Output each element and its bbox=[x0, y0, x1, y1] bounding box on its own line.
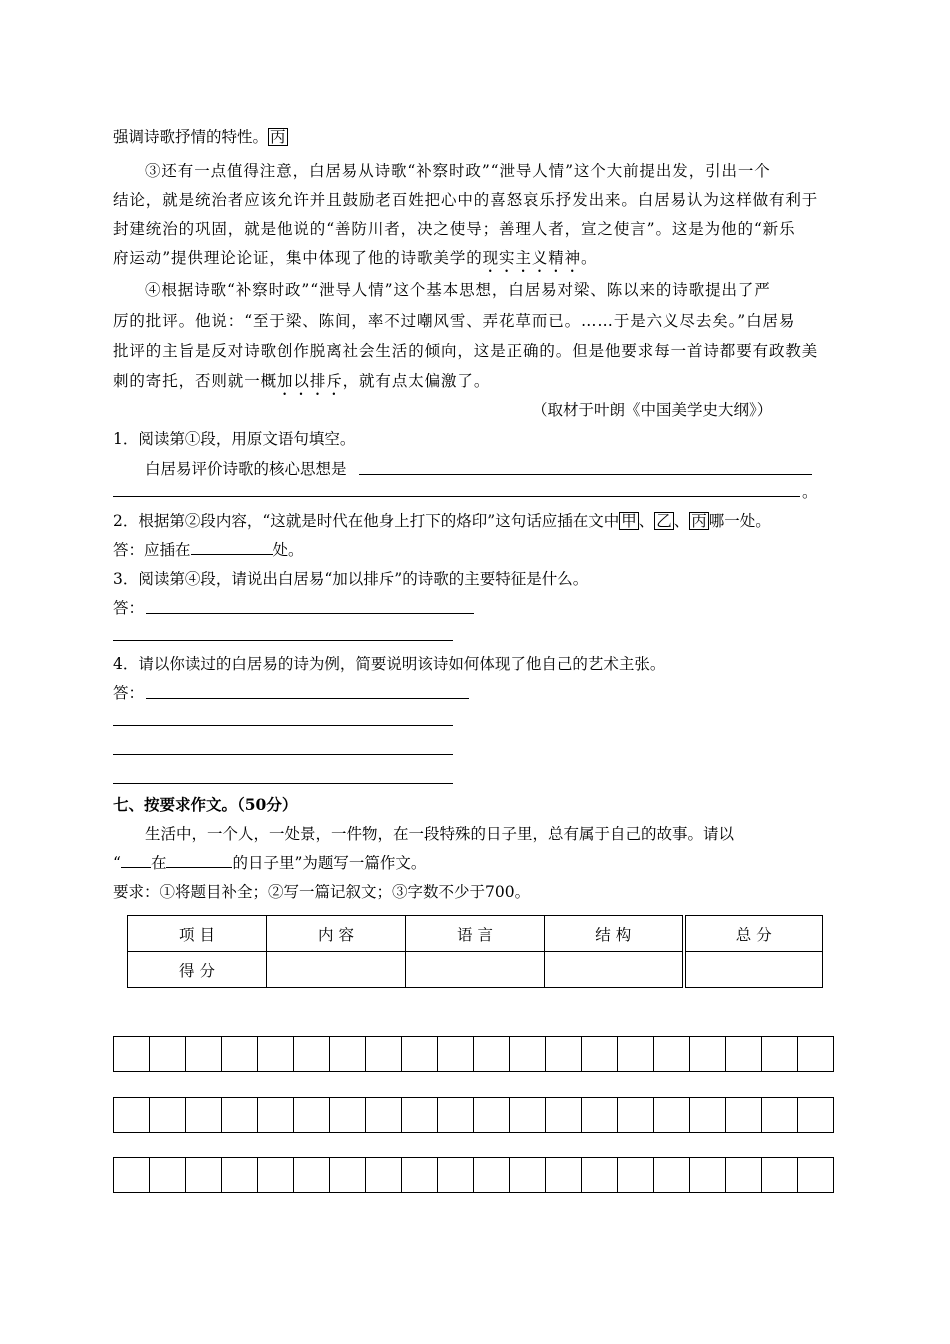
answer-line[interactable] bbox=[146, 698, 469, 699]
grid-cell[interactable] bbox=[690, 1037, 726, 1072]
grid-cell[interactable] bbox=[582, 1158, 618, 1193]
passage-text: 强调诗歌抒情的特性。 bbox=[113, 128, 269, 146]
emphasized-phrase: 加以排斥 bbox=[277, 372, 343, 390]
answer-line[interactable] bbox=[113, 725, 453, 726]
grid-cell[interactable] bbox=[258, 1158, 294, 1193]
header-cell: 总 分 bbox=[684, 916, 823, 952]
header-cell: 结 构 bbox=[545, 916, 684, 952]
grid-cell[interactable] bbox=[762, 1158, 798, 1193]
grid-cell[interactable] bbox=[222, 1098, 258, 1133]
grid-cell[interactable] bbox=[546, 1037, 582, 1072]
grid-cell[interactable] bbox=[186, 1098, 222, 1133]
row-label: 得 分 bbox=[128, 952, 267, 988]
grid-cell[interactable] bbox=[150, 1098, 186, 1133]
essay-requirements: 要求：①将题目补全；②写一篇记叙文；③字数不少于700。 bbox=[113, 883, 531, 901]
essay-intro: 生活中，一个人，一处景，一件物，在一段特殊的日子里，总有属于自己的故事。请以 bbox=[145, 825, 735, 843]
grid-cell[interactable] bbox=[798, 1158, 834, 1193]
grid-cell[interactable] bbox=[402, 1037, 438, 1072]
grid-cell[interactable] bbox=[438, 1037, 474, 1072]
grid-cell[interactable] bbox=[402, 1098, 438, 1133]
grid-cell[interactable] bbox=[330, 1037, 366, 1072]
grid-cell[interactable] bbox=[510, 1098, 546, 1133]
grid-cell[interactable] bbox=[186, 1158, 222, 1193]
title-text: 在 bbox=[150, 854, 167, 872]
grid-cell[interactable] bbox=[330, 1098, 366, 1133]
grid-cell[interactable] bbox=[294, 1158, 330, 1193]
question-2-end: 哪一处。 bbox=[708, 512, 771, 530]
question-2 bbox=[113, 511, 771, 531]
header-cell: 项 目 bbox=[128, 916, 267, 952]
question-4: 4．请以你读过的白居易的诗为例，简要说明该诗如何体现了他自己的艺术主张。 bbox=[113, 655, 666, 673]
grid-cell[interactable] bbox=[474, 1037, 510, 1072]
grid-cell[interactable] bbox=[726, 1098, 762, 1133]
grid-cell[interactable] bbox=[114, 1098, 150, 1133]
grid-cell[interactable] bbox=[690, 1158, 726, 1193]
title-blank[interactable] bbox=[121, 853, 151, 868]
grid-cell[interactable] bbox=[654, 1037, 690, 1072]
paragraph-3-line-1: ③还有一点值得注意，白居易从诗歌“补察时政”“泄导人情”这个大前提出发，引出一个 bbox=[145, 162, 771, 180]
answer-label: 答： bbox=[113, 684, 145, 702]
grid-cell[interactable] bbox=[510, 1158, 546, 1193]
passage-line bbox=[113, 127, 288, 147]
answer-suffix: 处。 bbox=[272, 541, 304, 559]
grid-cell[interactable] bbox=[438, 1158, 474, 1193]
header-cell: 语 言 bbox=[406, 916, 545, 952]
title-text: 的日子里”为题写一篇作文。 bbox=[232, 854, 427, 872]
answer-line[interactable] bbox=[113, 496, 800, 497]
separator: 、 bbox=[638, 512, 655, 530]
answer-line[interactable] bbox=[113, 754, 453, 755]
paragraph-4-line-3: 批评的主旨是反对诗歌创作脱离社会生活的倾向，这是正确的。但是他要求每一首诗都要有政教美 bbox=[113, 342, 819, 360]
grid-cell[interactable] bbox=[366, 1037, 402, 1072]
grid-cell[interactable] bbox=[798, 1098, 834, 1133]
question-3: 3．阅读第④段，请说出白居易“加以排斥”的诗歌的主要特征是什么。 bbox=[113, 570, 589, 588]
writing-grid-row[interactable] bbox=[113, 1157, 834, 1193]
marker-jia: 甲 bbox=[621, 512, 637, 530]
score-cell[interactable] bbox=[684, 952, 823, 988]
score-row bbox=[128, 952, 823, 988]
grid-cell[interactable] bbox=[582, 1037, 618, 1072]
paragraph-4-text: 刺的寄托，否则就一概 bbox=[113, 372, 278, 390]
title-blank[interactable] bbox=[166, 853, 232, 868]
source-citation: （取材于叶朗《中国美学史大纲》） bbox=[532, 401, 773, 419]
grid-cell[interactable] bbox=[114, 1158, 150, 1193]
question-1: 1．阅读第①段，用原文语句填空。 bbox=[113, 430, 356, 448]
paragraph-4-line-2: 厉的批评。他说：“至于梁、陈间，率不过嘲风雪、弄花草而已。……于是六义尽去矣。”白居易 bbox=[113, 312, 796, 330]
grid-cell[interactable] bbox=[546, 1158, 582, 1193]
score-header-row bbox=[128, 916, 823, 952]
grid-cell[interactable] bbox=[474, 1098, 510, 1133]
grid-cell[interactable] bbox=[150, 1158, 186, 1193]
grid-cell[interactable] bbox=[438, 1098, 474, 1133]
score-cell[interactable] bbox=[545, 952, 684, 988]
grid-cell[interactable] bbox=[582, 1098, 618, 1133]
grid-cell[interactable] bbox=[618, 1158, 654, 1193]
grid-cell[interactable] bbox=[546, 1098, 582, 1133]
essay-title-line bbox=[113, 853, 426, 873]
grid-cell[interactable] bbox=[726, 1037, 762, 1072]
writing-grid-row[interactable] bbox=[113, 1097, 834, 1133]
grid-cell[interactable] bbox=[222, 1037, 258, 1072]
answer-prefix: 答：应插在 bbox=[113, 541, 191, 559]
grid-cell[interactable] bbox=[762, 1098, 798, 1133]
grid-cell[interactable] bbox=[474, 1158, 510, 1193]
paragraph-4-line-4 bbox=[113, 371, 490, 399]
grid-cell[interactable] bbox=[618, 1037, 654, 1072]
paragraph-3-line-3: 封建统治的巩固，就是他说的“善防川者，决之使导；善理人者，宣之使言”。这是为他的“新乐 bbox=[113, 220, 796, 238]
grid-cell[interactable] bbox=[366, 1098, 402, 1133]
grid-cell[interactable] bbox=[510, 1037, 546, 1072]
marker-yi: 乙 bbox=[656, 512, 672, 530]
paragraph-3-text: 府运动”提供理论论证，集中体现了他的诗歌美学的 bbox=[113, 249, 483, 267]
writing-grid-row[interactable] bbox=[113, 1036, 834, 1072]
marker-bing: 丙 bbox=[270, 128, 286, 146]
grid-cell[interactable] bbox=[690, 1098, 726, 1133]
grid-cell[interactable] bbox=[150, 1037, 186, 1072]
quote-open: “ bbox=[113, 854, 121, 872]
grid-cell[interactable] bbox=[330, 1158, 366, 1193]
answer-label: 答： bbox=[113, 599, 145, 617]
grid-cell[interactable] bbox=[402, 1158, 438, 1193]
marker-bing: 丙 bbox=[691, 512, 707, 530]
grid-cell[interactable] bbox=[222, 1158, 258, 1193]
emphasized-phrase: 现实主义精神 bbox=[482, 249, 582, 267]
grid-cell[interactable] bbox=[366, 1158, 402, 1193]
grid-cell[interactable] bbox=[294, 1098, 330, 1133]
grid-cell[interactable] bbox=[258, 1098, 294, 1133]
score-cell[interactable] bbox=[267, 952, 406, 988]
grid-cell[interactable] bbox=[654, 1098, 690, 1133]
question-1-end: 。 bbox=[802, 483, 818, 501]
answer-line[interactable] bbox=[113, 640, 453, 641]
question-2-text: 2．根据第②段内容，“这就是时代在他身上打下的烙印”这句话应插在文中 bbox=[113, 512, 620, 530]
grid-cell[interactable] bbox=[258, 1037, 294, 1072]
score-table bbox=[127, 915, 823, 988]
grid-cell[interactable] bbox=[294, 1037, 330, 1072]
score-cell[interactable] bbox=[406, 952, 545, 988]
paragraph-3-line-4 bbox=[113, 248, 597, 276]
grid-cell[interactable] bbox=[726, 1158, 762, 1193]
grid-cell[interactable] bbox=[618, 1098, 654, 1133]
paragraph-4-end: ，就有点太偏激了。 bbox=[342, 372, 491, 390]
header-cell: 内 容 bbox=[267, 916, 406, 952]
grid-cell[interactable] bbox=[186, 1037, 222, 1072]
answer-line[interactable] bbox=[113, 783, 453, 784]
paragraph-3-end: 。 bbox=[581, 249, 598, 267]
question-1-prompt: 白居易评价诗歌的核心思想是 bbox=[145, 460, 347, 478]
grid-cell[interactable] bbox=[762, 1037, 798, 1072]
grid-cell[interactable] bbox=[114, 1037, 150, 1072]
question-2-answer bbox=[113, 540, 304, 560]
section-heading: 七、按要求作文。（50分） bbox=[113, 795, 298, 814]
separator: 、 bbox=[673, 512, 690, 530]
paragraph-4-line-1: ④根据诗歌“补察时政”“泄导人情”这个基本思想，白居易对梁、陈以来的诗歌提出了严 bbox=[145, 281, 771, 299]
grid-cell[interactable] bbox=[654, 1158, 690, 1193]
grid-cell[interactable] bbox=[798, 1037, 834, 1072]
answer-line[interactable] bbox=[146, 613, 474, 614]
answer-line[interactable] bbox=[359, 474, 812, 475]
answer-blank[interactable] bbox=[191, 540, 273, 555]
paragraph-3-line-2: 结论，就是统治者应该允许并且鼓励老百姓把心中的喜怒哀乐抒发出来。白居易认为这样做有利于 bbox=[113, 191, 819, 209]
